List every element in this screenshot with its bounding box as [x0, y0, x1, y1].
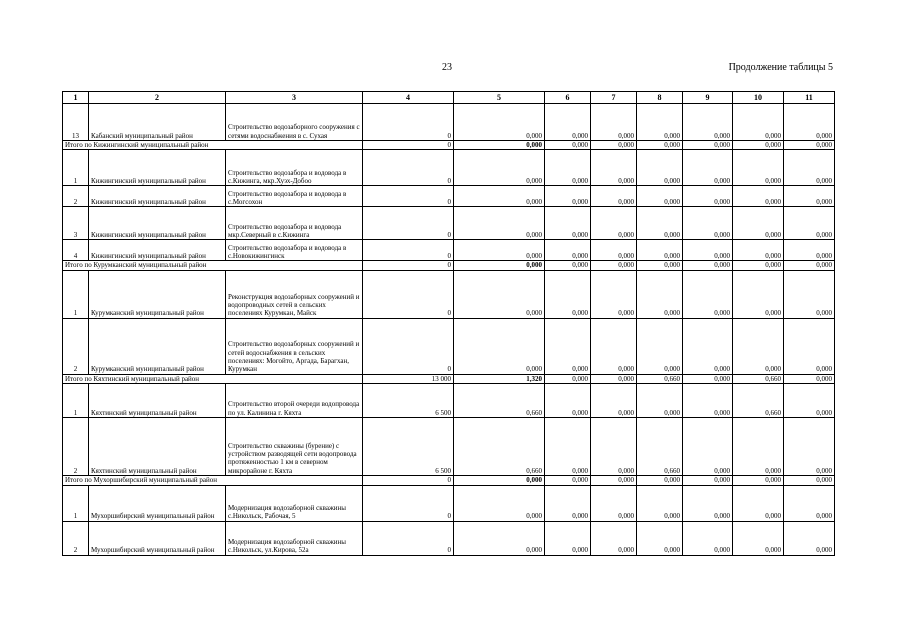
header-cell: 11 — [784, 92, 835, 104]
value-cell: 0,000 — [454, 186, 545, 207]
value-cell: 6 500 — [363, 418, 454, 476]
value-cell: 0,000 — [784, 104, 835, 141]
row-number: 1 — [63, 270, 89, 318]
value-cell: 0,000 — [545, 521, 591, 555]
value-cell: 0,000 — [683, 270, 733, 318]
value-cell: 0,000 — [683, 240, 733, 261]
value-cell: 0,000 — [637, 150, 683, 186]
row-number: 2 — [63, 418, 89, 476]
total-label: Итого по Кижингинский муниципальный район — [63, 141, 363, 150]
district-name: Курумканский муниципальный район — [89, 318, 226, 374]
value-cell: 0,000 — [733, 240, 784, 261]
value-cell: 0 — [363, 485, 454, 521]
project-description: Строительство водозабора и водовода в с.Могсохон — [226, 186, 363, 207]
value-cell: 0,000 — [454, 141, 545, 150]
value-cell: 0,000 — [545, 186, 591, 207]
table-row — [63, 270, 835, 318]
district-total-row — [63, 141, 835, 150]
value-cell: 0,000 — [637, 476, 683, 485]
district-name: Кяхтинский муниципальный район — [89, 384, 226, 418]
value-cell: 0,000 — [591, 104, 637, 141]
district-total-row — [63, 476, 835, 485]
project-description: Строительство водозаборного сооружения с сетями водоснабжения в с. Сухая — [226, 104, 363, 141]
row-number: 4 — [63, 240, 89, 261]
value-cell: 0,000 — [637, 318, 683, 374]
value-cell: 0,000 — [733, 207, 784, 240]
value-cell: 0,000 — [784, 141, 835, 150]
value-cell: 0,000 — [545, 240, 591, 261]
value-cell: 0,000 — [784, 150, 835, 186]
value-cell: 0,000 — [784, 374, 835, 383]
value-cell: 0,000 — [683, 318, 733, 374]
value-cell: 6 500 — [363, 384, 454, 418]
value-cell: 0,660 — [637, 418, 683, 476]
value-cell: 0,000 — [637, 104, 683, 141]
header-row — [63, 92, 835, 104]
value-cell: 0,000 — [683, 418, 733, 476]
value-cell: 0,000 — [545, 374, 591, 383]
value-cell: 0,000 — [784, 485, 835, 521]
value-cell: 0,000 — [591, 261, 637, 270]
value-cell: 0 — [363, 104, 454, 141]
value-cell: 0,660 — [733, 374, 784, 383]
value-cell: 0,000 — [733, 261, 784, 270]
value-cell: 0,000 — [545, 476, 591, 485]
value-cell: 0 — [363, 476, 454, 485]
value-cell: 0,000 — [683, 261, 733, 270]
header-cell: 7 — [591, 92, 637, 104]
header-cell: 4 — [363, 92, 454, 104]
value-cell: 0,000 — [784, 261, 835, 270]
value-cell: 0,660 — [637, 374, 683, 383]
page-number: 23 — [442, 62, 452, 73]
value-cell: 0,000 — [591, 476, 637, 485]
header-cell: 9 — [683, 92, 733, 104]
value-cell: 0,000 — [683, 141, 733, 150]
value-cell: 0 — [363, 141, 454, 150]
value-cell: 0,000 — [637, 521, 683, 555]
value-cell: 0,000 — [545, 318, 591, 374]
value-cell: 0,000 — [545, 207, 591, 240]
district-name: Кижингинский муниципальный район — [89, 207, 226, 240]
value-cell: 0,000 — [683, 521, 733, 555]
district-name: Кяхтинский муниципальный район — [89, 418, 226, 476]
project-description: Строительство водозабора и водовода в с.Новокижингинск — [226, 240, 363, 261]
row-number: 1 — [63, 384, 89, 418]
value-cell: 0,000 — [733, 418, 784, 476]
value-cell: 0,000 — [591, 186, 637, 207]
value-cell: 0,000 — [637, 384, 683, 418]
district-name: Мухоршибирский муниципальный район — [89, 521, 226, 555]
value-cell: 0 — [363, 186, 454, 207]
value-cell: 0,000 — [545, 384, 591, 418]
district-name: Курумканский муниципальный район — [89, 270, 226, 318]
value-cell: 0 — [363, 261, 454, 270]
value-cell: 0,000 — [683, 150, 733, 186]
district-name: Мухоршибирский муниципальный район — [89, 485, 226, 521]
value-cell: 13 000 — [363, 374, 454, 383]
value-cell: 0,000 — [591, 240, 637, 261]
value-cell: 0,660 — [733, 384, 784, 418]
value-cell: 0 — [363, 150, 454, 186]
district-name: Кижингинский муниципальный район — [89, 240, 226, 261]
value-cell: 0,000 — [784, 476, 835, 485]
value-cell: 0,000 — [591, 150, 637, 186]
row-number: 1 — [63, 485, 89, 521]
table-row — [63, 485, 835, 521]
value-cell: 0,000 — [591, 141, 637, 150]
project-description: Строительство водозаборных сооружений и сетей водоснабжения в сельских поселениях: Могойто, Аргада, Барагхан, Курумкан — [226, 318, 363, 374]
value-cell: 0,000 — [733, 141, 784, 150]
value-cell: 0,000 — [545, 104, 591, 141]
value-cell: 0,000 — [591, 418, 637, 476]
row-number: 2 — [63, 186, 89, 207]
project-description: Реконструкция водозаборных сооружений и водопроводных сетей в сельских поселениях Курумкан, Майск — [226, 270, 363, 318]
value-cell: 0,000 — [591, 207, 637, 240]
value-cell: 0,000 — [784, 318, 835, 374]
value-cell: 0,000 — [454, 150, 545, 186]
table-row — [63, 104, 835, 141]
table-row — [63, 240, 835, 261]
value-cell: 0,000 — [733, 104, 784, 141]
value-cell: 0,000 — [545, 485, 591, 521]
value-cell: 0,000 — [784, 418, 835, 476]
value-cell: 0,000 — [454, 207, 545, 240]
district-name: Кижингинский муниципальный район — [89, 186, 226, 207]
value-cell: 0,000 — [784, 384, 835, 418]
value-cell: 0,000 — [454, 240, 545, 261]
project-description: Модернизация водозаборной скважины с.Никольск, ул.Кирова, 52а — [226, 521, 363, 555]
header-cell: 1 — [63, 92, 89, 104]
header-cell: 2 — [89, 92, 226, 104]
value-cell: 0,000 — [784, 270, 835, 318]
row-number: 13 — [63, 104, 89, 141]
value-cell: 0,000 — [733, 485, 784, 521]
table-body — [63, 104, 835, 556]
value-cell: 0,000 — [784, 207, 835, 240]
value-cell: 0,000 — [683, 207, 733, 240]
value-cell: 0,000 — [454, 476, 545, 485]
row-number: 1 — [63, 150, 89, 186]
value-cell: 0,000 — [591, 270, 637, 318]
header-cell: 10 — [733, 92, 784, 104]
total-label: Итого по Мухоршибирский муниципальный район — [63, 476, 363, 485]
value-cell: 0,000 — [637, 240, 683, 261]
value-cell: 0,000 — [454, 318, 545, 374]
value-cell: 0,000 — [545, 270, 591, 318]
value-cell: 0,000 — [683, 476, 733, 485]
table-row — [63, 318, 835, 374]
value-cell: 0,000 — [784, 240, 835, 261]
total-label: Итого по Кяхтинский муниципальный район — [63, 374, 363, 383]
value-cell: 0,000 — [591, 374, 637, 383]
value-cell: 0,000 — [683, 104, 733, 141]
value-cell: 0,000 — [591, 318, 637, 374]
value-cell: 0,000 — [454, 104, 545, 141]
header-cell: 3 — [226, 92, 363, 104]
value-cell: 0 — [363, 207, 454, 240]
value-cell: 0 — [363, 240, 454, 261]
value-cell: 0,000 — [733, 476, 784, 485]
value-cell: 0,000 — [454, 485, 545, 521]
table-continuation-label: Продолжение таблицы 5 — [728, 62, 833, 73]
value-cell: 0,000 — [683, 186, 733, 207]
district-name: Кабанский муниципальный район — [89, 104, 226, 141]
header-cell: 8 — [637, 92, 683, 104]
value-cell: 0,000 — [545, 150, 591, 186]
value-cell: 0,000 — [637, 270, 683, 318]
value-cell: 0 — [363, 521, 454, 555]
table-row — [63, 207, 835, 240]
value-cell: 0 — [363, 318, 454, 374]
district-total-row — [63, 261, 835, 270]
value-cell: 0,000 — [637, 261, 683, 270]
value-cell: 0,000 — [591, 384, 637, 418]
project-description: Строительство скважины (бурение) с устройством разводящей сети водопровода протяженностью 1 км в северном микрорайоне г. Кяхта — [226, 418, 363, 476]
value-cell: 1,320 — [454, 374, 545, 383]
value-cell: 0,000 — [591, 485, 637, 521]
row-number: 2 — [63, 318, 89, 374]
value-cell: 0,000 — [454, 261, 545, 270]
district-total-row — [63, 374, 835, 383]
value-cell: 0,000 — [733, 150, 784, 186]
value-cell: 0,660 — [454, 418, 545, 476]
value-cell: 0,000 — [545, 261, 591, 270]
table-row — [63, 186, 835, 207]
project-description: Строительство водозабора и водовода в с.Кижинга, мкр.Хуэх-Добоо — [226, 150, 363, 186]
header-cell: 5 — [454, 92, 545, 104]
value-cell: 0,000 — [784, 521, 835, 555]
district-name: Кижингинский муниципальный район — [89, 150, 226, 186]
row-number: 3 — [63, 207, 89, 240]
project-description: Модернизация водозаборной скважины с.Никольск, Рабочая, 5 — [226, 485, 363, 521]
value-cell: 0,000 — [683, 374, 733, 383]
value-cell: 0,000 — [545, 418, 591, 476]
data-table — [62, 91, 835, 556]
table-row — [63, 150, 835, 186]
value-cell: 0,000 — [683, 485, 733, 521]
value-cell: 0,000 — [545, 141, 591, 150]
value-cell: 0,000 — [637, 141, 683, 150]
project-description: Строительство второй очереди водопровода по ул. Калинина г. Кяхта — [226, 384, 363, 418]
value-cell: 0,000 — [637, 186, 683, 207]
value-cell: 0,000 — [733, 318, 784, 374]
value-cell: 0,000 — [591, 521, 637, 555]
value-cell: 0 — [363, 270, 454, 318]
value-cell: 0,000 — [733, 270, 784, 318]
value-cell: 0,000 — [683, 384, 733, 418]
value-cell: 0,000 — [454, 521, 545, 555]
value-cell: 0,000 — [733, 521, 784, 555]
header-cell: 6 — [545, 92, 591, 104]
value-cell: 0,000 — [733, 186, 784, 207]
project-description: Строительство водозабора и водовода мкр.Северный в с.Кижинга — [226, 207, 363, 240]
table-row — [63, 418, 835, 476]
row-number: 2 — [63, 521, 89, 555]
value-cell: 0,000 — [637, 207, 683, 240]
table-row — [63, 521, 835, 555]
value-cell: 0,000 — [784, 186, 835, 207]
value-cell: 0,660 — [454, 384, 545, 418]
value-cell: 0,000 — [454, 270, 545, 318]
table-row — [63, 384, 835, 418]
value-cell: 0,000 — [637, 485, 683, 521]
total-label: Итого по Курумканский муниципальный район — [63, 261, 363, 270]
